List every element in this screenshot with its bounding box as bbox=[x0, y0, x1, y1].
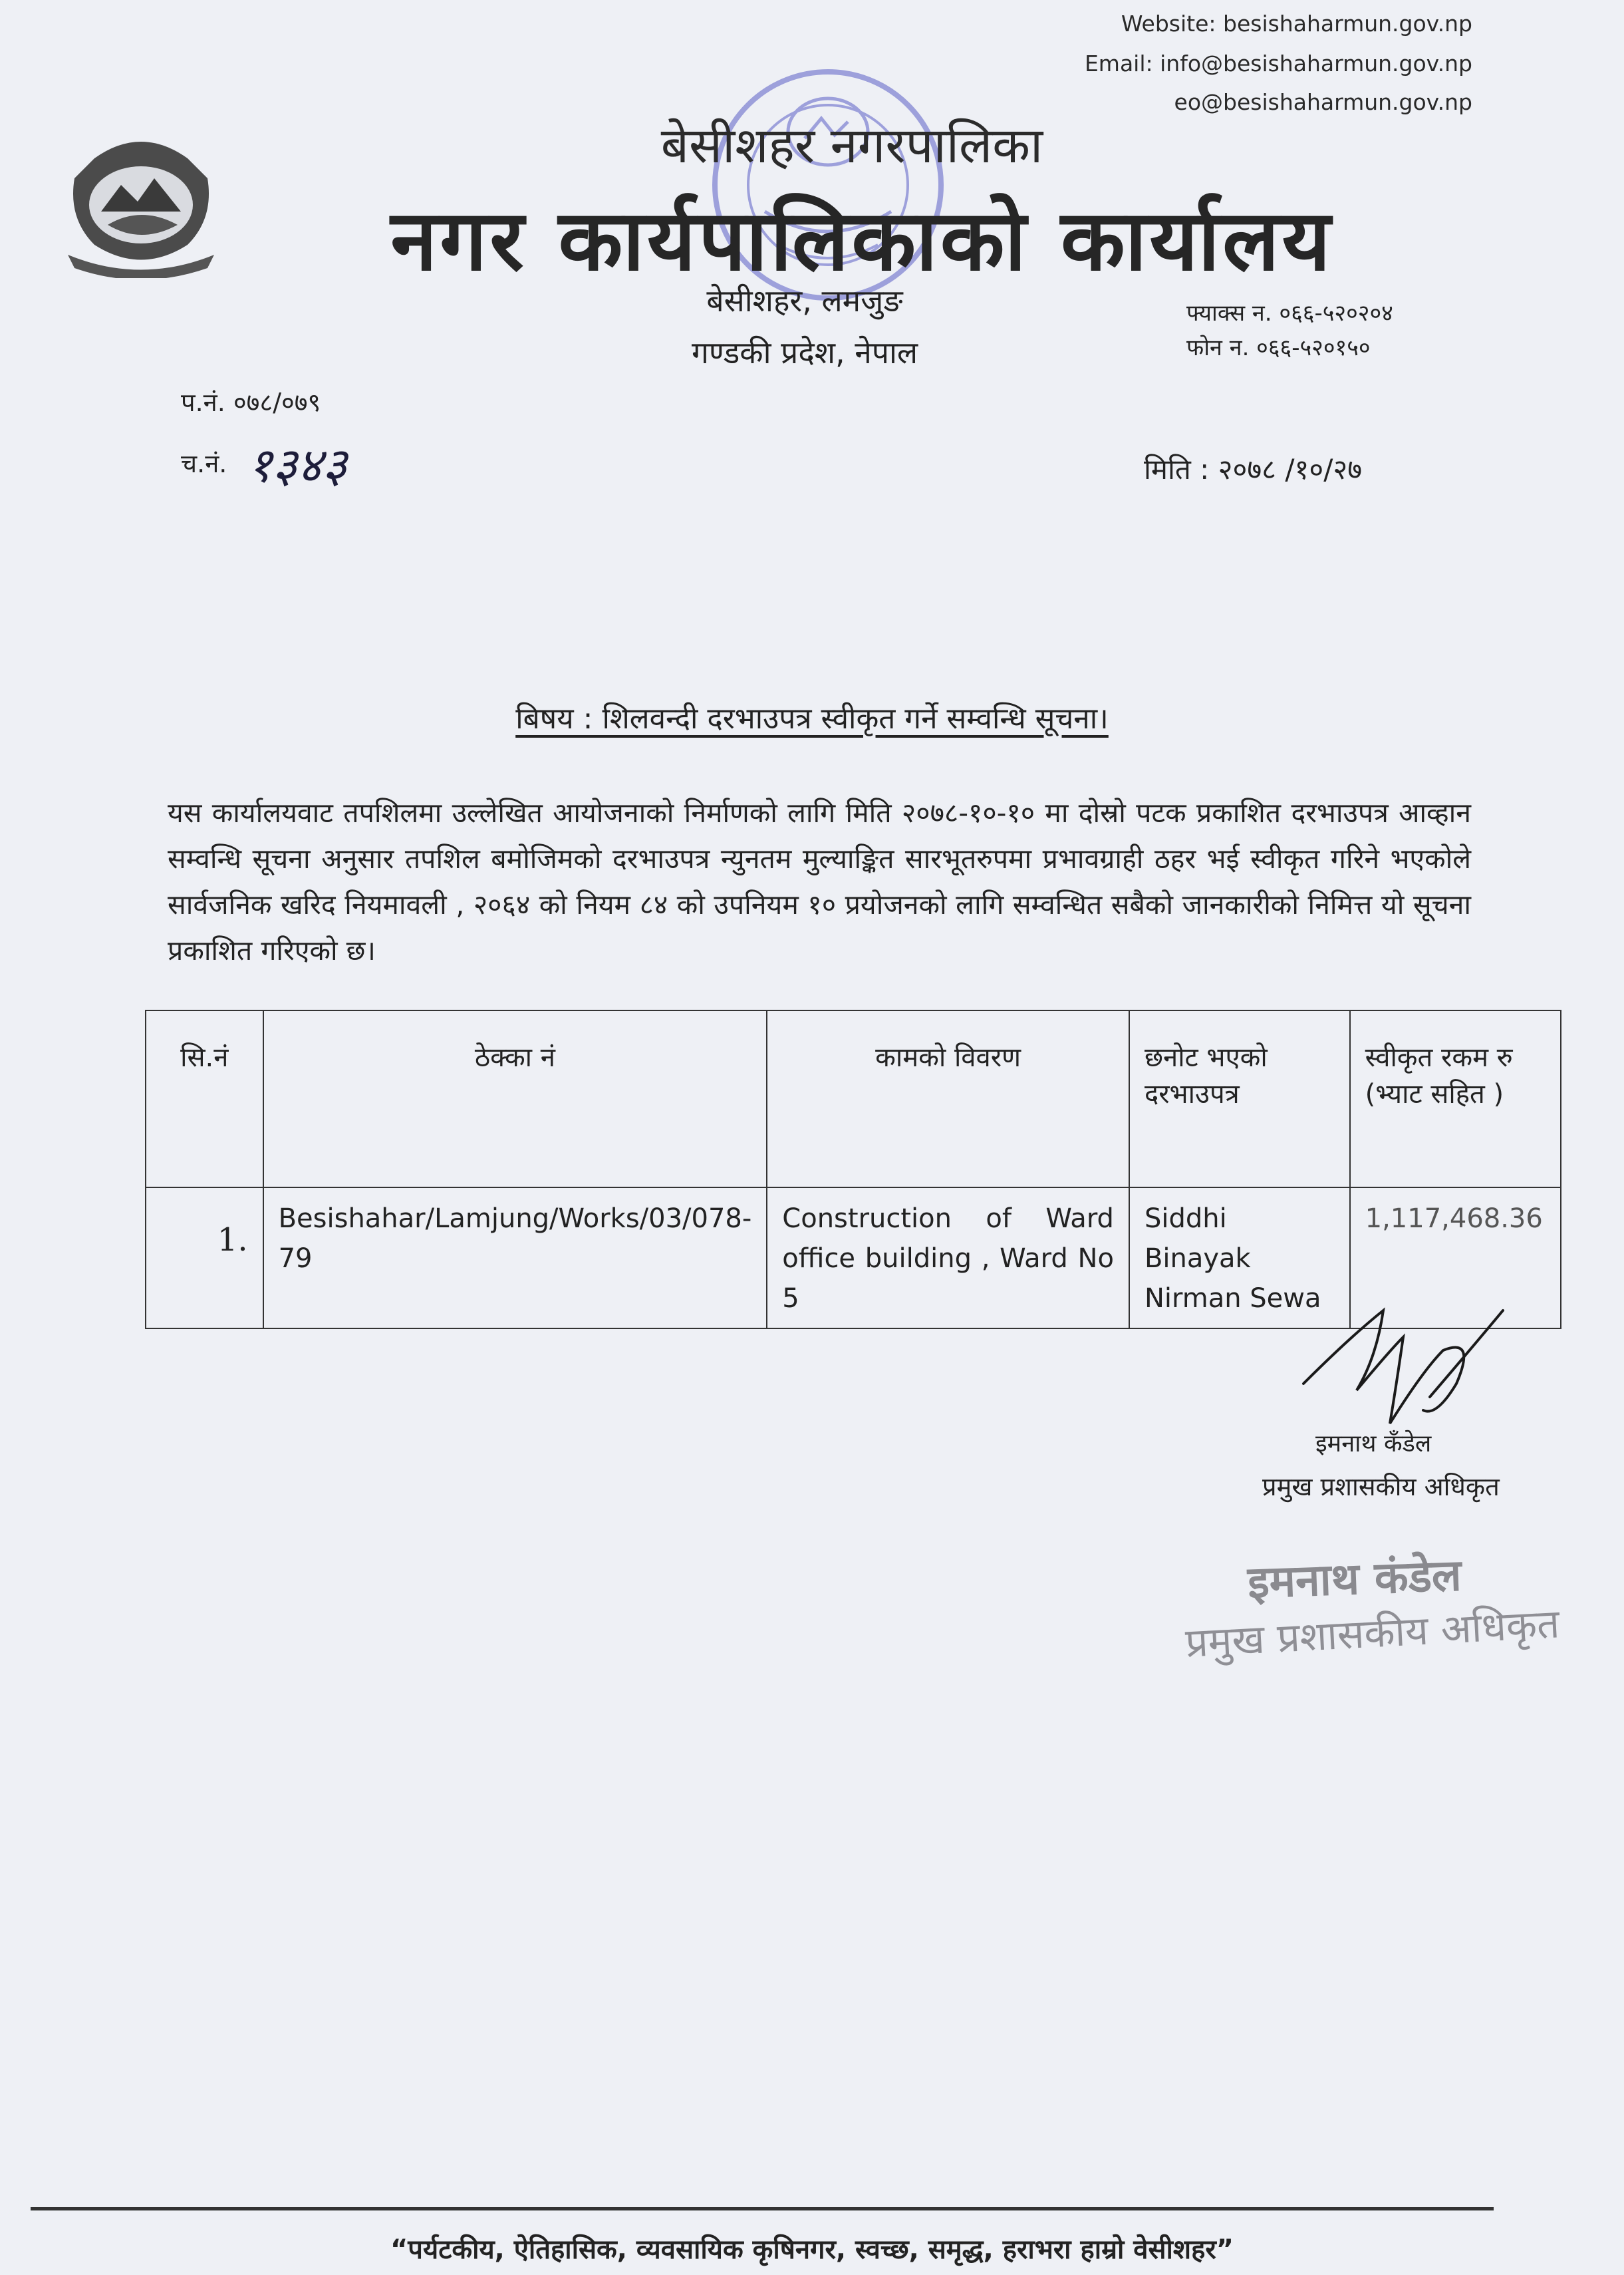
header-work-description: कामको विवरण bbox=[767, 1010, 1129, 1187]
dispatch-number-label: च.नं. bbox=[181, 449, 227, 478]
signature-icon bbox=[1290, 1297, 1516, 1430]
stamp-title: प्रमुख प्रशासकीय अधिकृत bbox=[1184, 1600, 1561, 1667]
footer-divider bbox=[31, 2207, 1494, 2210]
website-text: Website: besishaharmun.gov.np bbox=[1121, 11, 1472, 37]
municipality-name: बेसीशहर नगरपालिका bbox=[660, 117, 1043, 174]
email-secondary-text: eo@besishaharmun.gov.np bbox=[1174, 89, 1472, 115]
subject-line bbox=[0, 697, 1624, 737]
stamp-name: इमनाथ कंडेल bbox=[1246, 1549, 1462, 1608]
phone-number: फोन न. ०६६-५२०१५० bbox=[1186, 335, 1371, 361]
dispatch-number-value: १३४३ bbox=[247, 437, 347, 493]
notice-body: यस कार्यालयवाट तपशिलमा उल्लेखित आयोजनाको निर्माणको लागि मिति २०७८-१०-१० मा दोस्रो पटक प्रकाशित दरभाउपत्र आव्हान सम्वन्धि सूचना अनुसार तपशिल बमोजिमको दरभाउपत्र न्युनतम मुल्याङ्कित सारभूतरुपमा प्रभावग्राही ठहर भई स्वीकृत गरिने भएकोले सार्वजनिक खरिद नियमावली , २०६४ को नियम ८४ को उपनियम १० प्रयोजनको लागि सम्वन्धित सबैको जानकारीको निमित्त यो सूचना प्रकाशित गरिएको छ। bbox=[168, 797, 1471, 967]
header-selected-bid: छनोट भएको दरभाउपत्र bbox=[1129, 1010, 1350, 1187]
subject-text: बिषय : शिलवन्दी दरभाउपत्र स्वीकृत गर्ने सम्वन्धि सूचना। bbox=[515, 702, 1109, 736]
header-approved-amount: स्वीकृत रकम रु (भ्याट सहित ) bbox=[1350, 1010, 1561, 1187]
fax-number: फ्याक्स न. ०६६-५२०२०४ bbox=[1186, 300, 1393, 327]
signatory-title: प्रमुख प्रशासकीय अधिकृत bbox=[1262, 1472, 1500, 1501]
office-name: नगर कार्यपालिकाको कार्यालय bbox=[390, 191, 1333, 289]
approved-bids-table bbox=[145, 1010, 1561, 1329]
cell-work-description: Construction of Ward office building , Ward No 5 bbox=[767, 1187, 1129, 1328]
signatory-name: इमनाथ कँडेल bbox=[1315, 1430, 1432, 1457]
cell-selected-bid: Siddhi Binayak Nirman Sewa bbox=[1129, 1187, 1350, 1328]
address-line-2: गण्डकी प्रदेश, नेपाल bbox=[691, 335, 918, 371]
cell-approved-amount: 1,117,468.36 bbox=[1350, 1187, 1561, 1328]
cell-serial: 1. bbox=[146, 1187, 263, 1328]
email-text: Email: info@besishaharmun.gov.np bbox=[1084, 51, 1472, 76]
header-contract-no: ठेक्का नं bbox=[263, 1010, 767, 1187]
letter-number: प.नं. ०७८/०७९ bbox=[181, 388, 321, 417]
letter-date: मिति : २०७८ /१०/२७ bbox=[1144, 453, 1363, 486]
table-header-row bbox=[146, 1010, 1561, 1187]
header-serial: सि.नं bbox=[146, 1010, 263, 1187]
footer-slogan: “पर्यटकीय, ऐतिहासिक, व्यवसायिक कृषिनगर, स्वच्छ, समृद्ध, हराभरा हाम्रो वेसीशहर” bbox=[390, 2234, 1234, 2265]
cell-contract-no: Besishahar/Lamjung/Works/03/078-79 bbox=[263, 1187, 767, 1328]
address-line-1: बेसीशहर, लमजुङ bbox=[706, 283, 903, 319]
